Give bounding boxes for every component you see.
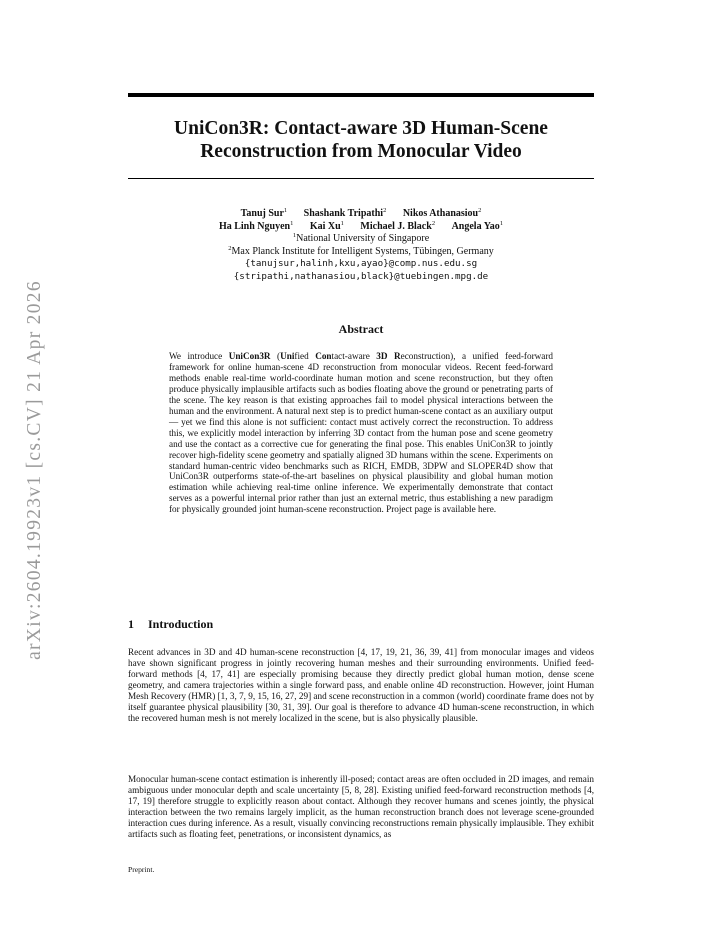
author-affiliation-mark: 2	[383, 207, 387, 214]
author-name: Tanuj Sur	[240, 208, 284, 219]
author-row-1	[128, 208, 594, 221]
author-name: Michael J. Black	[360, 220, 432, 232]
method-name: UniCon3R	[228, 351, 271, 361]
abstract-text: We introduce UniCon3R (Unified Contact-aware 3D Reconstruction), a unified feed-forward framework for online human-scene 4D reconstruction from monocular videos. Recent feed-forward methods enable real-time world-coordinate human motion and scene reconstruction, but they often produce physically implausible artifacts such as bodies floating above the ground or penetrating parts of the scene. The key reason is that existing approaches fail to model physical interactions between the human and the environment. A natural next step is to predict human-scene contact as an auxiliary output — yet we find this alone is not sufficient: contact must actively correct the reconstruction. To address this, we explicitly model interaction by inferring 3D contact from the human pose and scene geometry and use the contact as a corrective cue for generating the final pose. This enables UniCon3R to jointly recover high-fidelity scene geometry and spatially aligned 3D humans within the scene. Experiments on standard human-centric video benchmarks such as RICH, EMDB, 3DPW and SLOPER4D show that UniCon3R outperforms state-of-the-art baselines on physical plausibility and global human motion estimation while achieving real-time online inference. We experimentally demonstrate that contact serves as a powerful internal prior rather than just an external metric, thus establishing a new paradigm for physically grounded joint human-scene reconstruction. Project page is available here.	[169, 351, 553, 515]
author-block	[128, 208, 594, 283]
author-affiliation-mark: 1	[499, 219, 504, 227]
arxiv-identifier: arXiv:2604.19923v1 [cs.CV] 21 Apr 2026	[24, 280, 45, 660]
title-line-1: UniCon3R: Contact-aware 3D Human-Scene	[174, 118, 548, 139]
abstract-heading: Abstract	[338, 322, 384, 336]
title-top-rule	[128, 93, 594, 97]
title-bottom-rule	[128, 178, 594, 179]
author-row-2	[128, 221, 594, 234]
email-line-2[interactable]: {stripathi,nathanasiou,black}@tuebingen.mpg.de	[233, 270, 489, 282]
author-affiliation-mark: 1	[283, 207, 288, 214]
section-heading-introduction	[128, 617, 213, 632]
author-affiliation-mark: 1	[340, 219, 344, 227]
preprint-footer: Preprint.	[128, 865, 155, 874]
section-number: 1	[128, 617, 134, 631]
section-title: Introduction	[148, 617, 214, 631]
author-affiliation-mark: 2	[478, 207, 482, 214]
author-name: Shashank Tripathi	[303, 208, 384, 219]
author-name: Kai Xu	[309, 220, 341, 232]
author-affiliation-mark: 1	[290, 219, 294, 227]
author-name: Nikos Athanasiou	[402, 208, 479, 219]
title-line-2: Reconstruction from Monocular Video	[200, 141, 522, 162]
arxiv-side-stamp	[0, 0, 45, 932]
intro-paragraph-2: Monocular human-scene contact estimation is inherently ill-posed; contact areas are often occluded in 2D images, and remain ambiguous under monocular depth and scale uncertainty [5, 8, 28]. Existing unified feed-forward reconstruction methods [4, 17, 19] therefore struggle to explicitly reason about contact. Although they recover humans and scenes jointly, the physical interaction between the two remains largely implicit, as the human reconstruction branch does not leverage scene-grounded interaction cues during inference. As a result, visually convincing reconstructions remain physically implausible. They exhibit artifacts such as floating feet, penetrations, or inconsistent dynamics, as	[128, 774, 594, 839]
author-name: Angela Yao	[451, 220, 500, 232]
author-name: Ha Linh Nguyen	[218, 220, 291, 232]
author-affiliation-mark: 2	[431, 219, 436, 227]
email-line-1[interactable]: {tanujsur,halinh,kxu,ayao}@comp.nus.edu.sg	[244, 258, 478, 269]
affiliation-2: $^2$Max Planck Institute for Intelligent Systems, Tübingen, Germany	[228, 244, 494, 257]
paper-title	[128, 117, 594, 163]
affiliation-1: $^1$National University of Singapore	[292, 232, 430, 244]
intro-paragraph-1: Recent advances in 3D and 4D human-scene reconstruction [4, 17, 19, 21, 36, 39, 41] from monocular images and videos have shown significant progress in jointly recovering human meshes and their surrounding environments. Unified feed-forward methods [4, 17, 41] are especially promising because they directly predict global human motion, dense scene geometry, and camera trajectories within a single forward pass, and enable online 4D reconstruction. However, joint Human Mesh Recovery (HMR) [1, 3, 7, 9, 15, 16, 27, 29] and scene reconstruction in a common (world) coordinate frame does not by itself guarantee physical plausibility [30, 31, 39]. Our goal is therefore to advance 4D human-scene reconstruction, in which the recovered human mesh is not merely localized in the scene, but is also physically plausible.	[128, 647, 594, 723]
